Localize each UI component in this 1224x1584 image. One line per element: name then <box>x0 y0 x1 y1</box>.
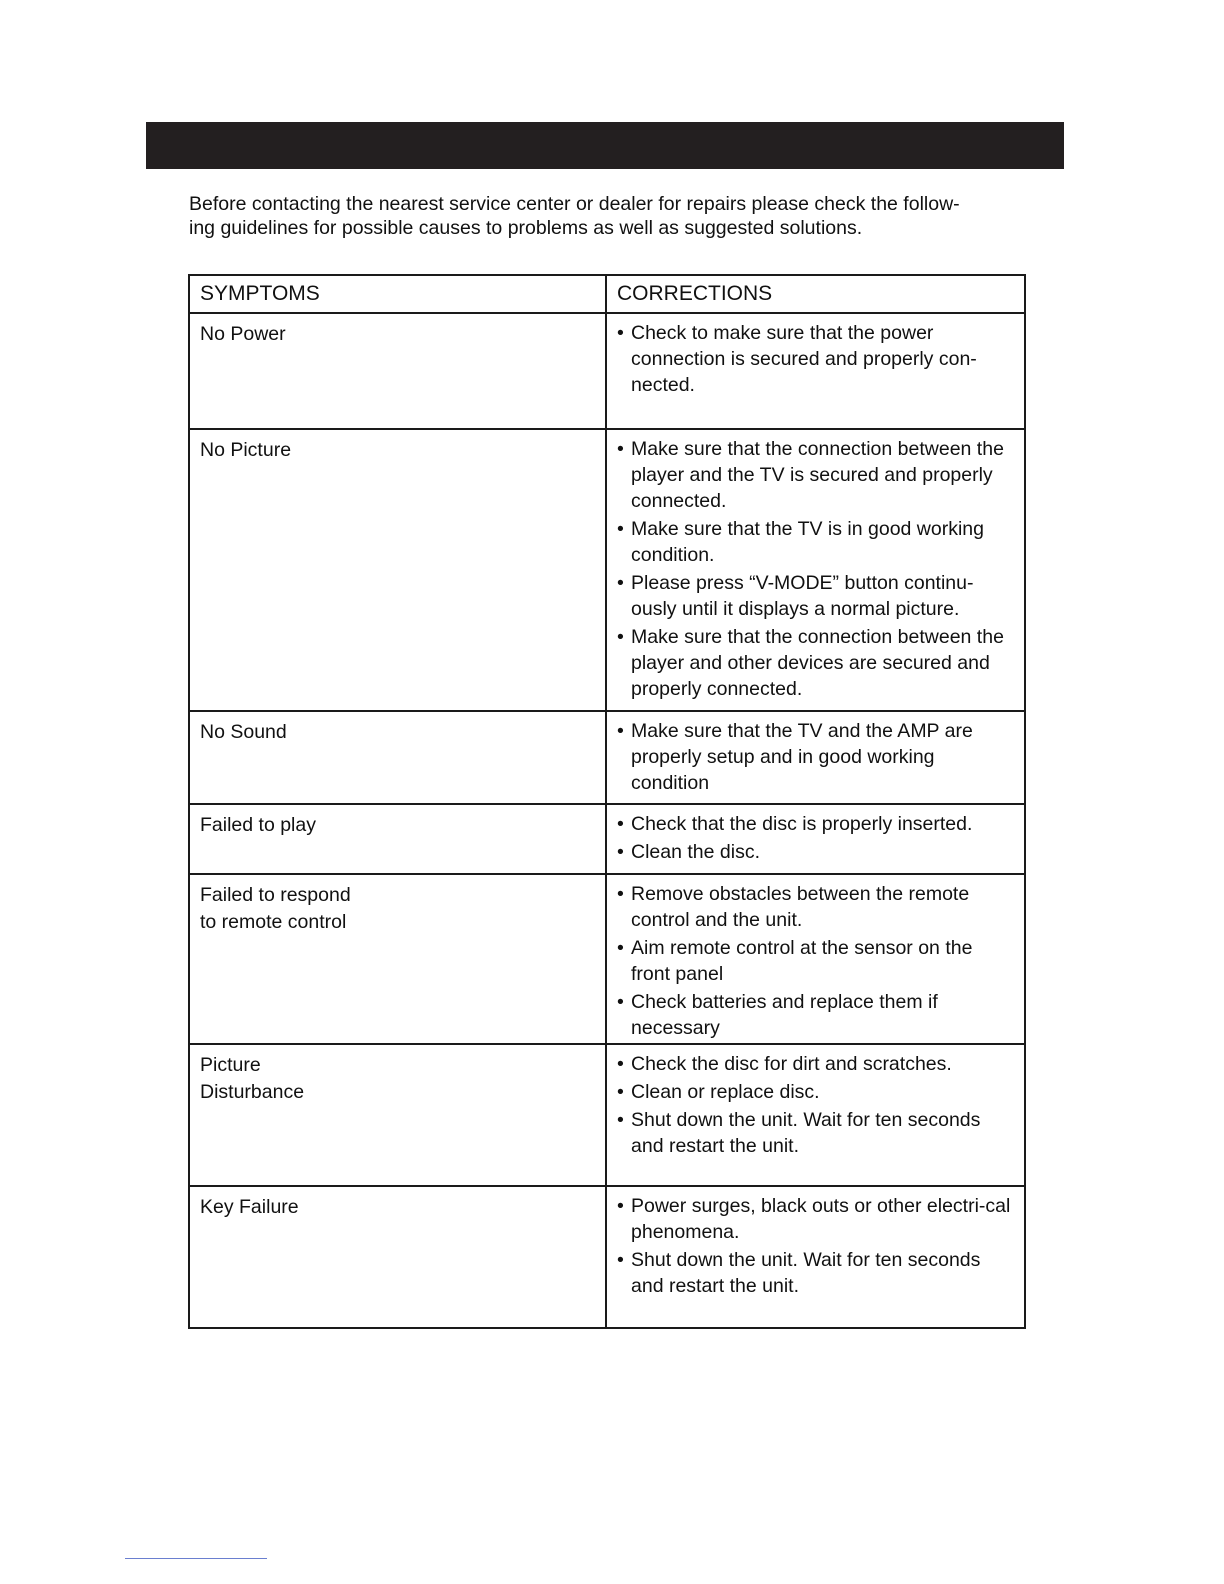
bullet-icon: • <box>617 720 624 742</box>
table-row <box>189 313 1025 429</box>
correction-item <box>617 624 1016 702</box>
correction-text: Make sure that the connection between the player and the TV is secured and properly connected. <box>631 438 1004 512</box>
symptom-text: Failed to respond <box>200 884 351 906</box>
intro-line-2: ing guidelines for possible causes to problems as well as suggested solutions. <box>189 217 863 239</box>
correction-item <box>617 1107 1016 1159</box>
correction-item <box>617 881 1016 933</box>
correction-text: Check batteries and replace them if necessary <box>631 991 938 1039</box>
bullet-icon: • <box>617 841 624 863</box>
bullet-icon: • <box>617 937 624 959</box>
corrections-list <box>617 718 1016 796</box>
correction-text: Shut down the unit. Wait for ten seconds and restart the unit. <box>631 1249 981 1297</box>
correction-item <box>617 1247 1016 1299</box>
correction-item <box>617 1193 1016 1245</box>
correction-text: Make sure that the connection between the player and other devices are secured and properly connected. <box>631 626 1004 700</box>
corrections-cell <box>606 804 1025 874</box>
bullet-icon: • <box>617 572 624 594</box>
correction-text: Clean or replace disc. <box>631 1081 820 1103</box>
correction-item <box>617 811 1016 837</box>
table-row <box>189 1044 1025 1186</box>
correction-text: Power surges, black outs or other electri-cal phenomena. <box>631 1195 1011 1243</box>
correction-text: Make sure that the TV is in good working condition. <box>631 518 984 566</box>
correction-text: Check that the disc is properly inserted. <box>631 813 973 835</box>
correction-item <box>617 516 1016 568</box>
corrections-cell <box>606 313 1025 429</box>
bullet-icon: • <box>617 1081 624 1103</box>
symptom-text: No Sound <box>200 721 287 743</box>
symptom-cell <box>189 429 606 711</box>
correction-item <box>617 436 1016 514</box>
corrections-cell <box>606 874 1025 1044</box>
correction-item <box>617 1079 1016 1105</box>
correction-item <box>617 570 1016 622</box>
corrections-cell <box>606 711 1025 804</box>
symptom-text: Failed to play <box>200 814 316 836</box>
symptom-text: No Power <box>200 323 286 345</box>
bullet-icon: • <box>617 1109 624 1131</box>
correction-text: Check to make sure that the power connection is secured and properly con-nected. <box>631 322 977 396</box>
correction-text: Clean the disc. <box>631 841 760 863</box>
correction-item <box>617 1051 1016 1077</box>
symptom-cell <box>189 1044 606 1186</box>
bullet-icon: • <box>617 991 624 1013</box>
corrections-cell <box>606 429 1025 711</box>
symptom-text: Disturbance <box>200 1081 305 1103</box>
symptom-text: No Picture <box>200 439 292 461</box>
intro-paragraph <box>189 192 1039 240</box>
symptom-cell <box>189 313 606 429</box>
symptom-cell <box>189 874 606 1044</box>
correction-text: Make sure that the TV and the AMP are properly setup and in good working condition <box>631 720 973 794</box>
bullet-icon: • <box>617 1249 624 1271</box>
troubleshooting-table <box>188 274 1026 1329</box>
corrections-list <box>617 811 1016 865</box>
bullet-icon: • <box>617 813 624 835</box>
bullet-icon: • <box>617 438 624 460</box>
symptoms-header: SYMPTOMS <box>189 275 606 313</box>
correction-item <box>617 989 1016 1041</box>
corrections-list <box>617 1193 1016 1299</box>
table-row <box>189 1186 1025 1328</box>
corrections-header: CORRECTIONS <box>606 275 1025 313</box>
table-row <box>189 429 1025 711</box>
correction-text: Shut down the unit. Wait for ten seconds and restart the unit. <box>631 1109 981 1157</box>
correction-text: Remove obstacles between the remote control and the unit. <box>631 883 970 931</box>
table-row <box>189 804 1025 874</box>
symptom-text: Picture <box>200 1054 261 1076</box>
corrections-list <box>617 320 1016 398</box>
symptom-text: to remote control <box>200 911 347 933</box>
section-header-bar <box>146 122 1064 169</box>
bullet-icon: • <box>617 1195 624 1217</box>
intro-line-1: Before contacting the nearest service center or dealer for repairs please check the follow- <box>189 193 960 215</box>
correction-item <box>617 935 1016 987</box>
correction-item <box>617 839 1016 865</box>
correction-text: Check the disc for dirt and scratches. <box>631 1053 952 1075</box>
symptom-text: Key Failure <box>200 1196 299 1218</box>
symptom-cell <box>189 804 606 874</box>
bullet-icon: • <box>617 883 624 905</box>
symptom-cell <box>189 1186 606 1328</box>
correction-item <box>617 718 1016 796</box>
corrections-cell <box>606 1186 1025 1328</box>
footer-divider <box>125 1558 267 1559</box>
corrections-list <box>617 1051 1016 1159</box>
corrections-list <box>617 881 1016 1041</box>
correction-item <box>617 320 1016 398</box>
correction-text: Please press “V-MODE” button continu-ously until it displays a normal picture. <box>631 572 974 620</box>
bullet-icon: • <box>617 626 624 648</box>
corrections-cell <box>606 1044 1025 1186</box>
table-row <box>189 711 1025 804</box>
correction-text: Aim remote control at the sensor on the front panel <box>631 937 973 985</box>
bullet-icon: • <box>617 322 624 344</box>
corrections-list <box>617 436 1016 702</box>
table-header-row <box>189 275 1025 313</box>
symptom-cell <box>189 711 606 804</box>
table-row <box>189 874 1025 1044</box>
bullet-icon: • <box>617 518 624 540</box>
bullet-icon: • <box>617 1053 624 1075</box>
